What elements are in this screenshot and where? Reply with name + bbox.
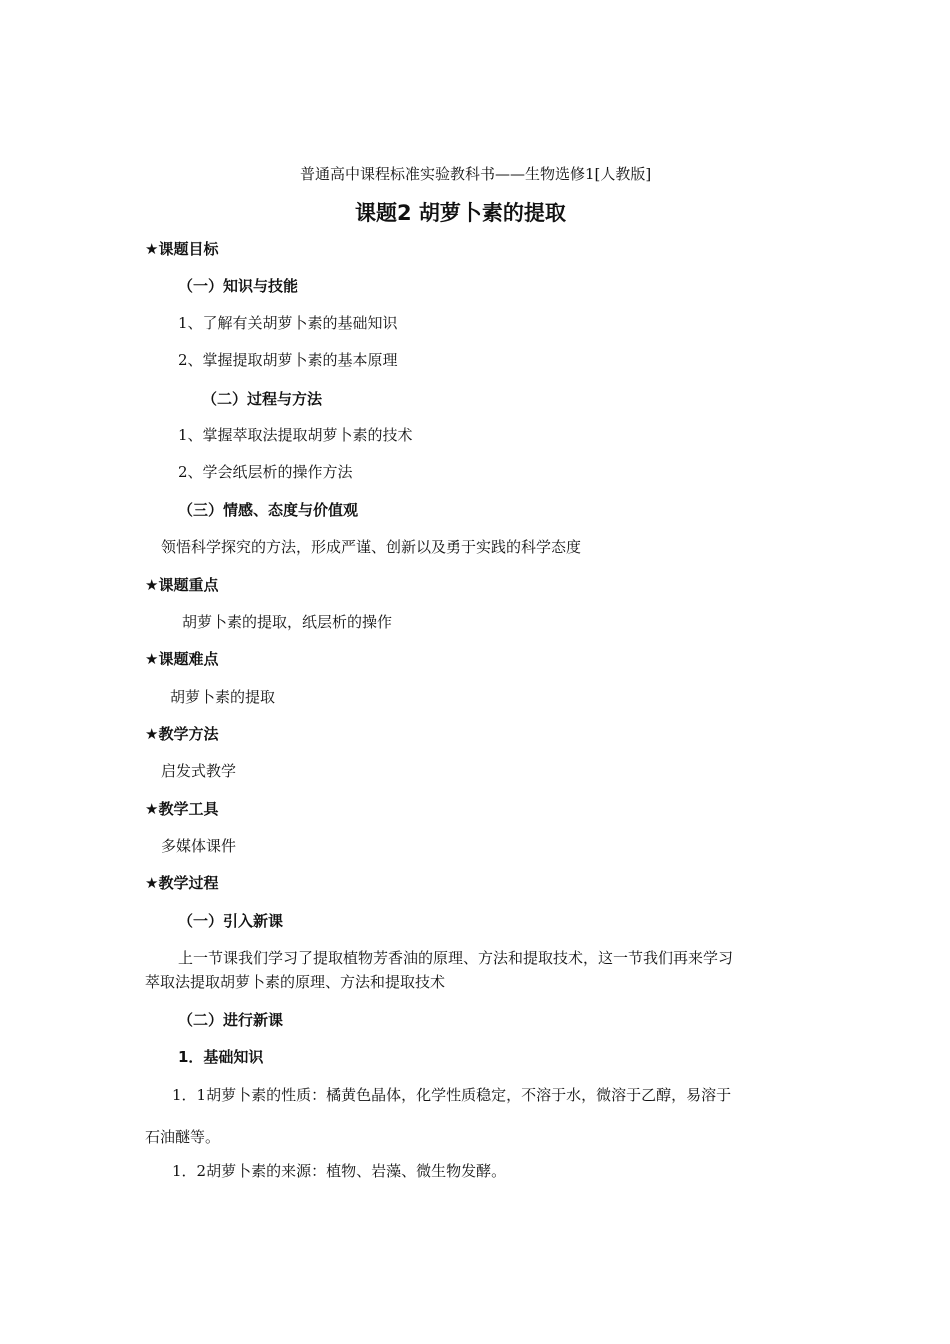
difficulties-heading: ★课题难点 (145, 650, 219, 668)
knowledge-item-2: 2、掌握提取胡萝卜素的基本原理 (178, 351, 398, 369)
tools-heading: ★教学工具 (145, 800, 219, 818)
fact-1-line-2: 石油醚等。 (145, 1128, 221, 1146)
process-method-item-1: 1、掌握萃取法提取胡萝卜素的技术 (178, 426, 413, 444)
basic-knowledge-heading: 1．基础知识 (178, 1048, 264, 1066)
goals-heading: ★课题目标 (145, 240, 219, 258)
emotion-text: 领悟科学探究的方法，形成严谨、创新以及勇于实践的科学态度 (161, 538, 582, 556)
intro-text-line-2: 萃取法提取胡萝卜素的原理、方法和提取技术 (145, 973, 446, 991)
process-method-heading: （二）过程与方法 (202, 390, 323, 408)
key-points-heading: ★课题重点 (145, 576, 219, 594)
difficulties-text: 胡萝卜素的提取 (170, 688, 276, 706)
document-title: 课题2 胡萝卜素的提取 (355, 201, 566, 225)
emotion-heading: （三）情感、态度与价值观 (178, 501, 359, 519)
teaching-process-heading: ★教学过程 (145, 874, 219, 892)
knowledge-heading: （一）知识与技能 (178, 277, 299, 295)
method-text: 启发式教学 (161, 762, 237, 780)
intro-text-line-1: 上一节课我们学习了提取植物芳香油的原理、方法和提取技术，这一节我们再来学习 (178, 949, 734, 967)
process-method-item-2: 2、学会纸层析的操作方法 (178, 463, 353, 481)
fact-2: 1．2胡萝卜素的来源：植物、岩藻、微生物发酵。 (172, 1162, 507, 1180)
key-points-text: 胡萝卜素的提取，纸层析的操作 (182, 613, 393, 631)
new-lesson-heading: （二）进行新课 (178, 1011, 284, 1029)
tools-text: 多媒体课件 (161, 837, 237, 855)
fact-1-line-1: 1．1胡萝卜素的性质：橘黄色晶体，化学性质稳定，不溶于水，微溶于乙醇，易溶于 (172, 1086, 732, 1104)
method-heading: ★教学方法 (145, 725, 219, 743)
document-subtitle: 普通高中课程标准实验教科书——生物选修1[人教版] (300, 165, 652, 183)
intro-heading: （一）引入新课 (178, 912, 284, 930)
knowledge-item-1: 1、了解有关胡萝卜素的基础知识 (178, 314, 398, 332)
